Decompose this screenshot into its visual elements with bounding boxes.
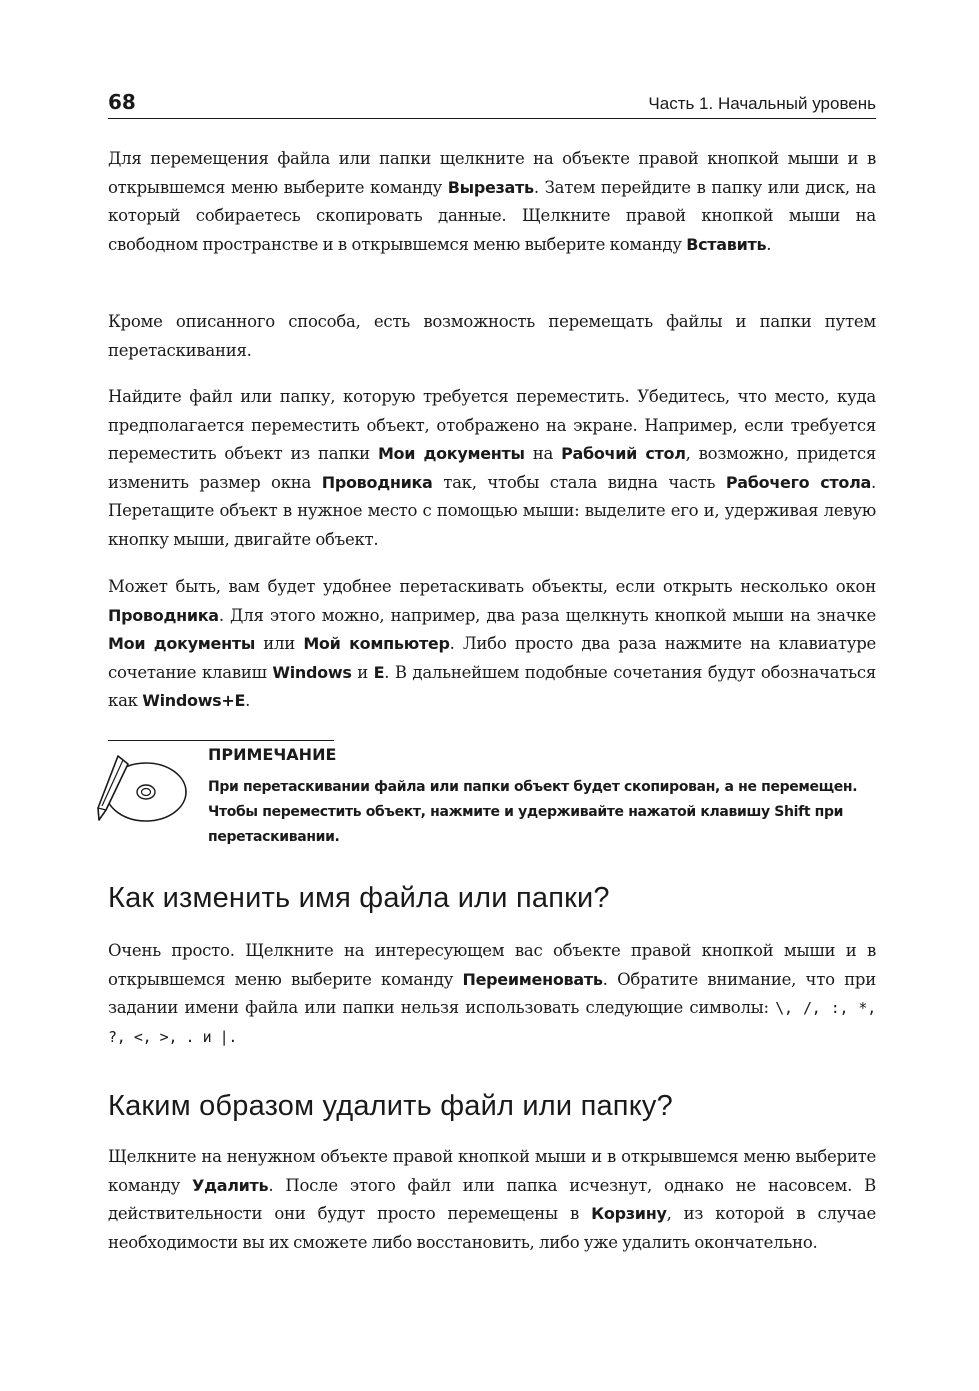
paragraph-drag-instructions [108, 383, 876, 555]
note-line: перетаскивании. [208, 829, 340, 845]
paragraph-cut-paste [108, 145, 876, 259]
paragraph-text: Для перемещения файла или папки щелкните на объекте правой кнопкой мыши и в открывшемся меню выберите команду Вырезать. Затем перейдите в папку или диск, на который собираетесь скопировать данные. Щелкните правой кнопкой мыши на свободном пространстве и в открывшемся меню выберите команду Вставить. [108, 149, 876, 254]
section-heading-delete: Каким образом удалить файл или папку? [108, 1090, 673, 1122]
paragraph-text: Кроме описанного способа, есть возможность перемещать файлы и папки путем перетаскивания. [108, 312, 876, 360]
folder-desktop: Рабочий стол [561, 444, 686, 464]
key-windows: Windows [272, 662, 352, 682]
note-line: При перетаскивании файла или папки объект будет скопирован, а не перемещен. [208, 779, 858, 795]
recycle-bin: Корзину [591, 1204, 667, 1224]
command-delete: Удалить [192, 1175, 269, 1195]
section-heading-rename: Как изменить имя файла или папки? [108, 882, 610, 914]
note-line: Чтобы переместить объект, нажмите и удерживайте нажатой клавишу Shift при [208, 804, 844, 820]
note-divider [108, 740, 334, 741]
icon-my-documents: Мои документы [108, 634, 256, 654]
shortcut-windows-e: Windows+E [142, 691, 246, 711]
forbidden-symbols: \, /, :, *, ?, <, >, . и |. [108, 999, 876, 1046]
paragraph-text: Найдите файл или папку, которую требуется переместить. Убедитесь, что место, куда предполагается переместить объект, отображено на экране. Например, если требуется переместить объект из папки Мои документы на Рабочий стол, возможно, придется изменить размер окна Проводника так, чтобы стала видна часть Рабочего стола. Перетащите объект в нужное место с помощью мыши: выделите его и, удерживая левую кнопку мыши, двигайте объект. [108, 387, 877, 549]
app-explorer: Проводника [108, 605, 219, 625]
folder-my-documents: Мои документы [377, 444, 525, 464]
command-cut: Вырезать [447, 177, 534, 197]
running-head [108, 88, 876, 119]
paragraph-text: Щелкните на ненужном объекте правой кнопкой мыши и в открывшемся меню выберите команду Удалить. После этого файл или папка исчезнут, однако не насовсем. В действительности они будут просто перемещены в Корзину, из которой в случае необходимости вы их сможете либо восстановить, либо уже удалить окончательно. [108, 1147, 876, 1252]
folder-desktop-genitive: Рабочего стола [725, 472, 871, 492]
paragraph-multiple-windows [108, 573, 876, 716]
page-number: 68 [108, 90, 136, 114]
icon-my-computer: Мой компьютер [303, 634, 450, 654]
command-paste: Вставить [686, 234, 767, 254]
app-explorer: Проводника [321, 472, 433, 492]
paragraph-delete [108, 1143, 876, 1257]
note-body [208, 775, 878, 850]
paragraph-text: Может быть, вам будет удобнее перетаскивать объекты, если открыть несколько окон Проводника. Для этого можно, например, два раза щелкнуть кнопкой мыши на значке Мои документы или Мой компьютер. Либо просто два раза нажмите на клавиатуре сочетание клавиш Windows и E. В дальнейшем подобные сочетания будут обозначаться как Windows+E. [108, 577, 877, 711]
paragraph-rename [108, 937, 876, 1051]
key-e: E [373, 662, 385, 682]
note-title: ПРИМЕЧАНИЕ [208, 745, 337, 764]
pen-and-disc-icon [94, 752, 192, 824]
paragraph-drag-intro [108, 308, 876, 365]
running-head-title: Часть 1. Начальный уровень [648, 94, 876, 113]
command-rename: Переименовать [462, 969, 603, 989]
paragraph-text: Очень просто. Щелкните на интересующем вас объекте правой кнопкой мыши и в открывшемся меню выберите команду Переименовать. Обратите внимание, что при задании имени файла или папки нельзя использовать следующие символы: \, /, :, *, ?, <, >, . и |. [108, 941, 876, 1046]
